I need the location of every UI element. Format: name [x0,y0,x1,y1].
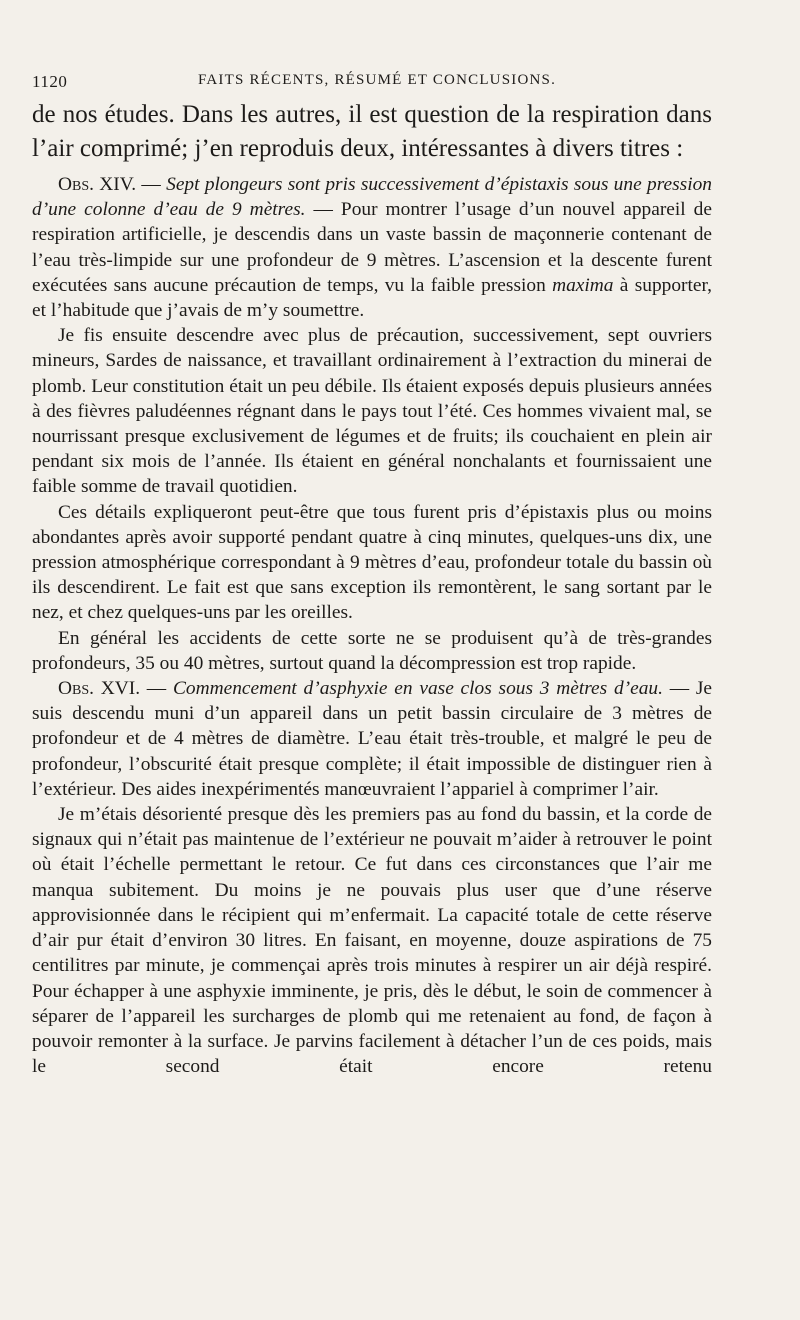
running-title: FAITS RÉCENTS, RÉSUMÉ ET CONCLUSIONS. [197,72,557,88]
obs-14-paragraph-3: Ces détails expliqueront peut-être que tous furent pris d’épistaxis plus ou moins abondantes après avoir supporté pendant quatre à cinq minutes, quelques-uns dix, une pression atmosphérique correspondant à 9 mètres d’eau, profondeur totale du bassin où ils descendirent. Le fait est que sans exception ils remontèrent, le sang sortant par le nez, et chez quelques-uns par les oreilles. [32,501,712,624]
obs-16-text: — Je suis descendu muni d’un appareil dans un petit bassin circulaire de 3 mètres de profondeur et de 4 mètres de diamètre. L’eau était très-trouble, et malgré le peu de profondeur, l’obscurité était presque complète; il était impossible de distinguer rien à l’extérieur. Des aides inexpérimentés manœuvraient l’appariel à comprimer l’air. [32,678,712,800]
body-text [32,98,712,1079]
obs-14-label: Obs. XIV. [58,174,137,195]
obs-14-title: Sept plongeurs sont pris successivement d’épistaxis sous une pression d’une colonne d’eau de 9 mètres. [32,174,712,221]
obs-16-paragraph-2: Je m’étais désorienté presque dès les premiers pas au fond du bassin, et la corde de signaux qui n’était pas maintenue de l’extérieur ne pouvait m’aider à retrouver le point où était l’échelle permettant le retour. Ce fut dans ces circonstances que l’air me manqua subitement. Du moins je ne pouvais plus user que d’une réserve approvisionnée dans le récipient qui m’enfermait. La capacité totale de cette réserve d’air pur était d’environ 30 litres. En faisant, en moyenne, douze aspirations de 75 centilitres par minute, je commençai après trois minutes à respirer un air déjà respiré. Pour échapper à une asphyxie imminente, je pris, dès le début, le soin de commencer à séparer de l’appareil les surcharges de plomb qui me retenaient au fond, de façon à pouvoir remonter à la surface. Je parvins facilement à détacher l’un de ces poids, mais le second était encore retenu [32,804,712,1078]
obs-14-text-end: à supporter, et l’habitude que j’avais de m’y soumettre. [32,274,713,322]
obs-16-title: Commencement d’asphyxie en vase clos sous 3 mètres d’eau. [172,678,663,700]
intro-paragraph: de nos études. Dans les autres, il est question de la respiration dans l’air comprimé; j’en reproduis deux, intéressantes à divers titres : [32,101,712,162]
obs-14-paragraph-2: Je fis ensuite descendre avec plus de précaution, successivement, sept ouvriers mineurs, Sardes de naissance, et travaillant ordinairement à l’extraction du minerai de plomb. Leur constitution était un peu débile. Ils étaient exposés depuis plusieurs années à des fièvres paludéennes régnant dans le pays tout l’été. Ces hommes vivaient mal, se nourrissant presque exclusivement de légumes et de fruits; ils couchaient en plein air pendant six mois de l’année. Ils étaient en général nonchalants et fournissaient une faible somme de travail quotidien. [32,325,712,498]
obs-14-paragraph [32,172,712,323]
obs-14-maxima: maxima [552,274,614,296]
page-header [32,72,722,96]
obs-16-dash: — [140,678,173,700]
obs-14-text: — Pour montrer l’usage d’un nouvel appareil de respiration artificielle, je descendis dans un vaste bassin de maçonnerie contenant de l’eau très-limpide sur une profondeur de 9 mètres. L’ascension et la descente furent exécutées sans aucune précaution de temps, vu la faible pression [32,199,712,296]
obs-14-dash: — [136,174,167,195]
obs-14-paragraph-4: En général les accidents de cette sorte ne se produisent qu’à de très-grandes profondeurs, 35 ou 40 mètres, surtout quand la décompression est trop rapide. [32,627,712,674]
obs-16-label: Obs. XVI. [58,678,141,700]
obs-16-paragraph [32,676,712,802]
page-number: 1120 [32,72,68,91]
